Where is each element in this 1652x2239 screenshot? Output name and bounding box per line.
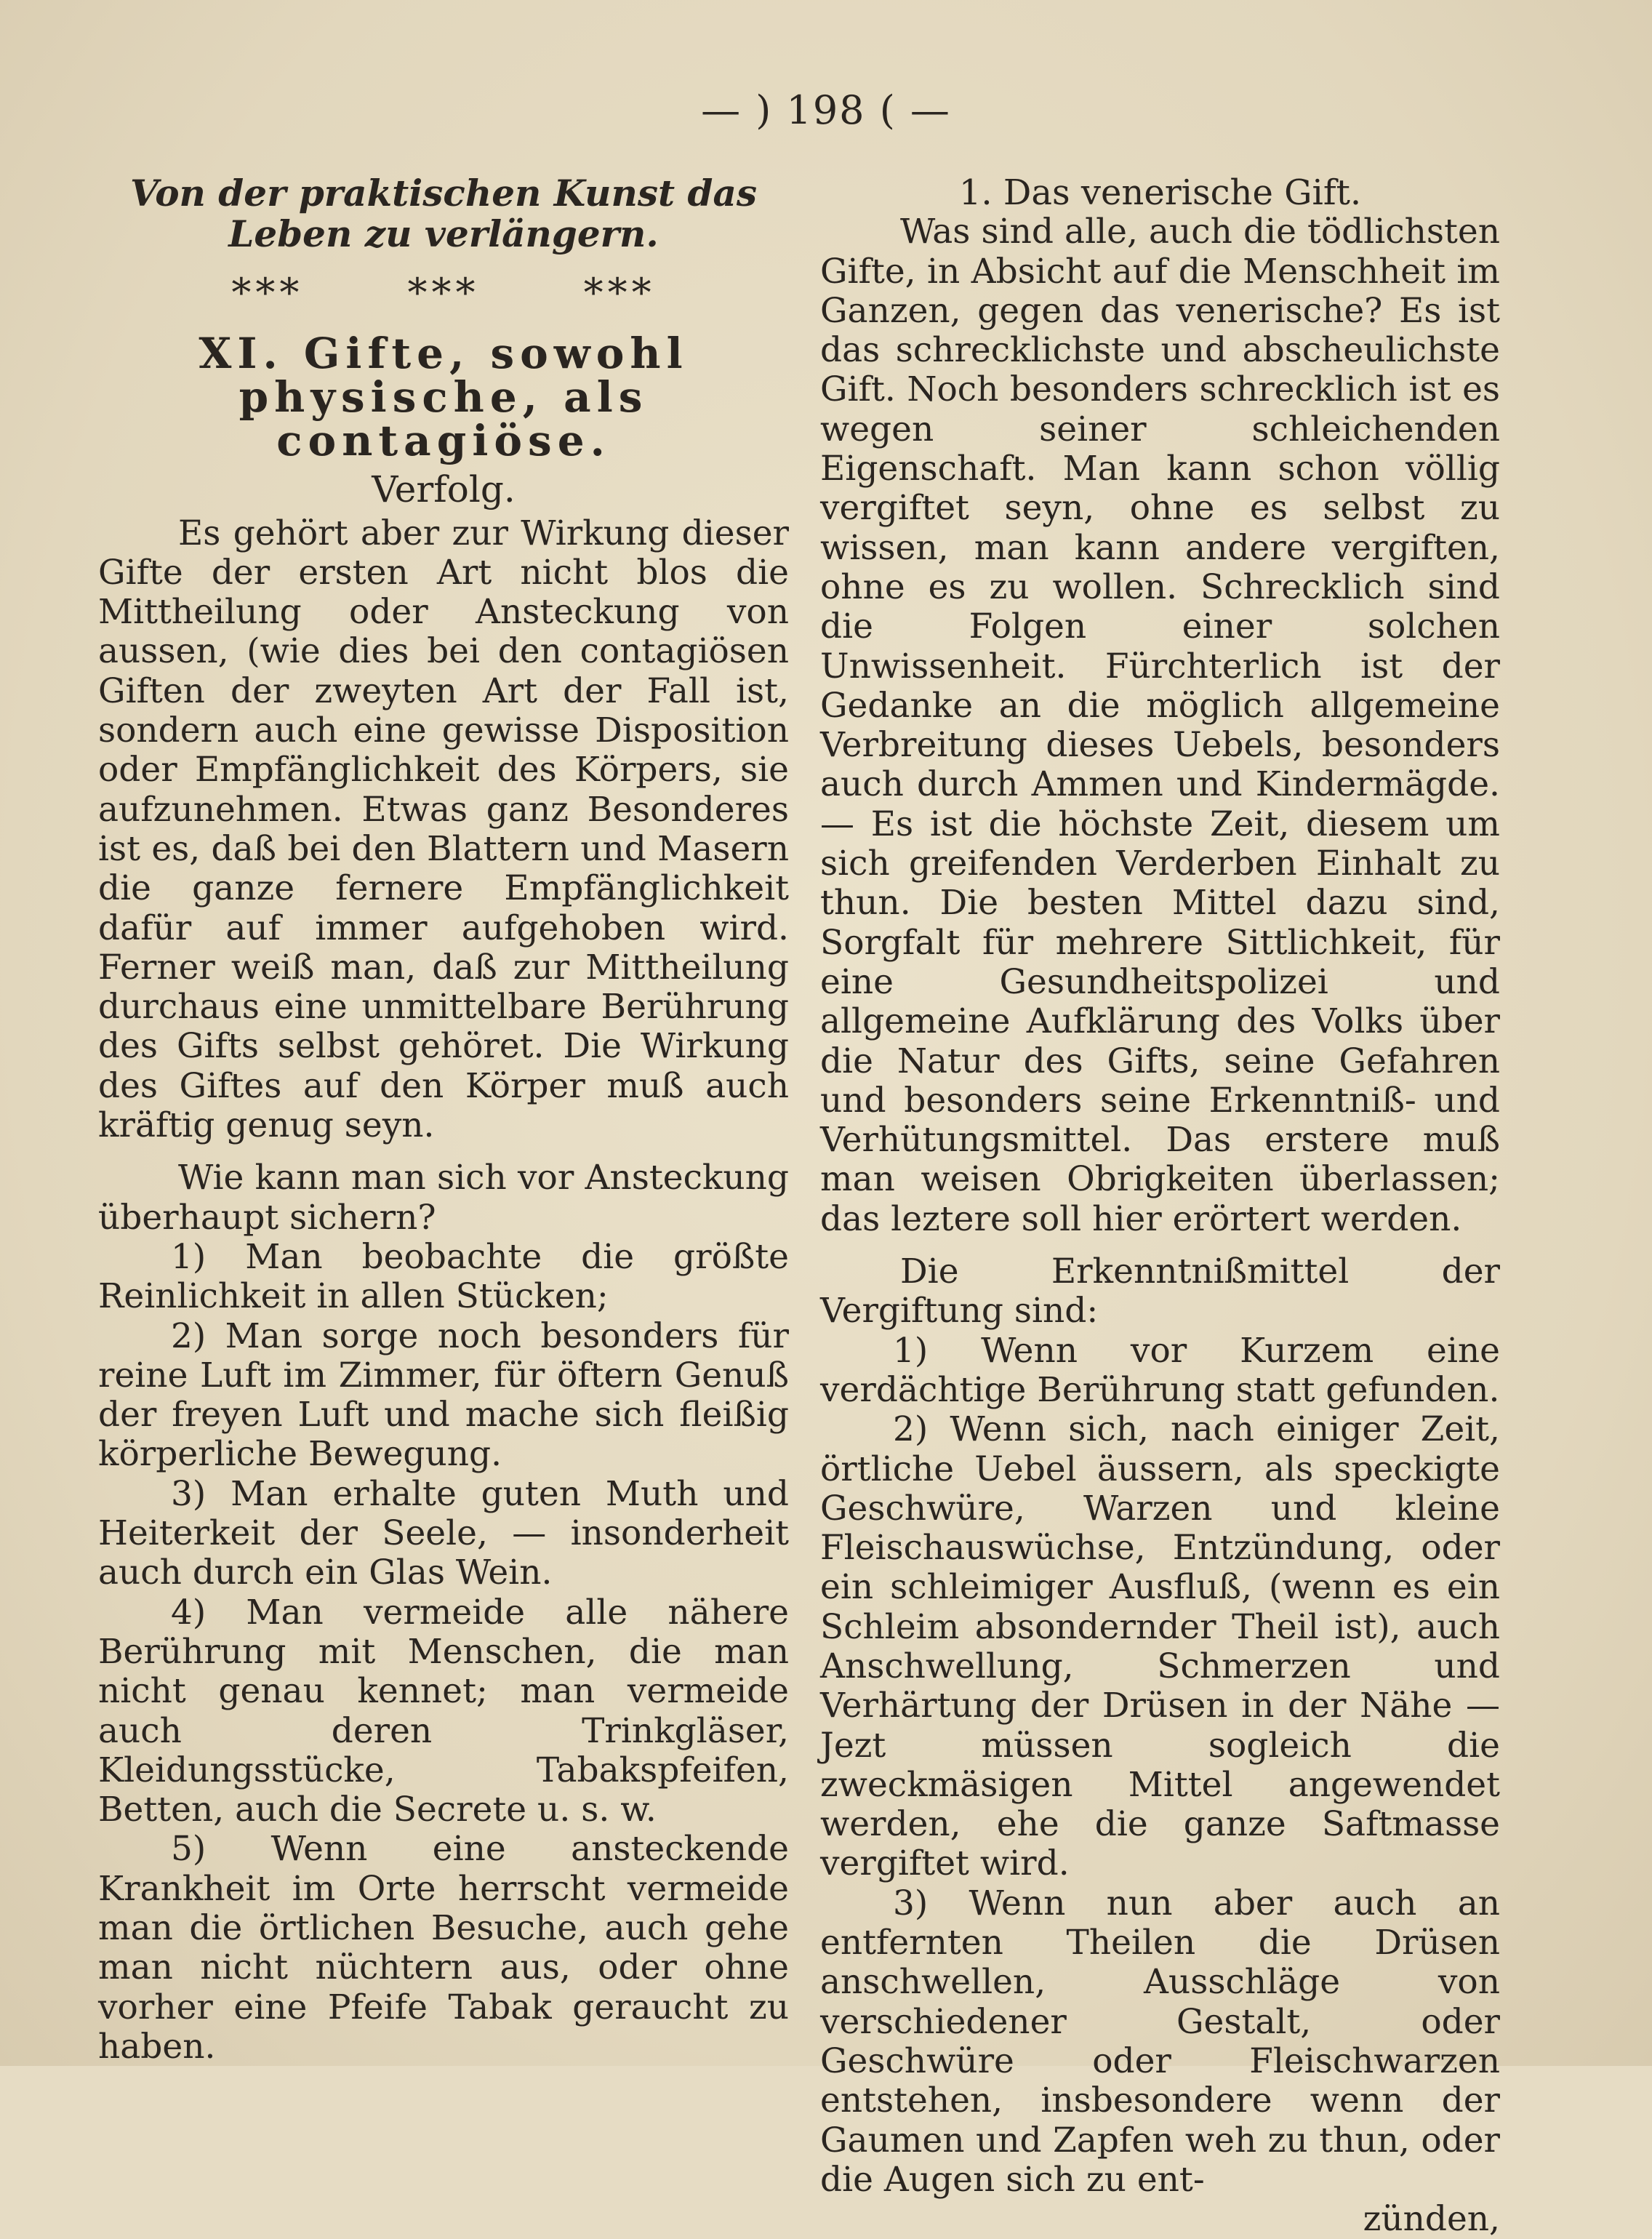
paragraph: Es gehört aber zur Wirkung dieser Gifte der ersten Art nicht blos die Mittheilung oder Ansteckung von aussen, (wie dies bei den contagiösen Giften der zweyten Art der Fall ist, sondern auch eine gewisse Disposition oder Empfänglichkeit des Körpers, sie aufzunehmen. Etwas ganz Besonderes ist es, daß bei den Blattern und Masern die ganze fernere Empfänglichkeit dafür auf immer aufgehoben wird. Ferner weiß man, daß zur Mittheilung durchaus eine unmittelbare Berührung des Gifts selbst gehöret. Die Wirkung des Giftes auf den Körper muß auch kräftig genug seyn.: [98, 513, 789, 1146]
subsection-heading: 1. Das venerische Gift.: [958, 172, 1362, 213]
question-paragraph: Wie kann man sich vor Ansteckung überhaupt sichern?: [98, 1158, 789, 1238]
list-item: 3) Man erhalte guten Muth und Heiterkeit der Seele, — insonderheit auch durch ein Glas Wein.: [98, 1473, 789, 1593]
list-item: 3) Wenn nun aber auch an entfernten Theilen die Drüsen anschwellen, Ausschläge von verschiedener Gestalt, oder Geschwüre oder Fleischwarzen entstehen, insbesondere wenn der Gaumen und Zapfen weh zu thun, oder die Augen sich zu ent-: [820, 1883, 1500, 2200]
section-title: XI. Gifte, sowohl physische, als contagiöse.: [199, 329, 689, 466]
list-item: 4) Man vermeide alle nähere Berührung mit Menschen, die man nicht genau kennet; man vermeide auch deren Trinkgläser, Kleidungsstücke, Tabakspfeifen, Betten, auch die Secrete u. s. w.: [98, 1592, 789, 1830]
page-number-header: — ) 198 ( —: [701, 87, 951, 133]
list-item: 1) Man beobachte die größte Reinlichkeit in allen Stücken;: [98, 1236, 789, 1317]
section-subtitle: Verfolg.: [372, 468, 516, 511]
left-column: [98, 173, 789, 2067]
paragraph: Was sind alle, auch die tödlichsten Gifte, in Absicht auf die Menschheit im Ganzen, gegen das venerische? Es ist das schrecklichste und abscheulichste Gift. Noch besonders schrecklich ist es wegen seiner schleichenden Eigenschaft. Man kann schon völlig vergiftet seyn, ohne es selbst zu wissen, man kann andere vergiften, ohne es zu wollen. Schrecklich sind die Folgen einer solchen Unwissenheit. Fürchterlich ist der Gedanke an die möglich allgemeine Verbreitung dieses Uebels, besonders auch durch Ammen und Kindermägde. — Es ist die höchste Zeit, diesem um sich greifenden Verderben Einhalt zu thun. Die besten Mittel dazu sind, Sorgfalt für mehrere Sittlichkeit, für eine Gesundheitspolizei und allgemeine Aufklärung des Volks über die Natur des Gifts, seine Gefahren und besonders seine Erkenntniß- und Verhütungsmittel. Das erstere muß man weisen Obrigkeiten überlassen; das leztere soll hier erörtert werden.: [820, 212, 1500, 1239]
catchword: zünden,: [1363, 2199, 1500, 2239]
list-item: 5) Wenn eine ansteckende Krankheit im Orte herrscht vermeide man die örtlichen Besuche, auch gehe man nicht nüchtern aus, oder ohne vorher eine Pfeife Tabak geraucht zu haben.: [98, 1829, 789, 2067]
right-column: [820, 173, 1500, 2239]
intro-paragraph: Die Erkenntnißmittel der Vergiftung sind:: [820, 1251, 1500, 1331]
list-item: 2) Wenn sich, nach einiger Zeit, örtliche Uebel äussern, als speckigte Geschwüre, Warzen und kleine Fleischauswüchse, Entzündung, oder ein schleimiger Ausfluß, (wenn es ein Schleim absondernder Theil ist), auch Anschwellung, Schmerzen und Verhärtung der Drüsen in der Nähe — Jezt müssen sogleich die zweckmäsigen Mittel angewendet werden, ehe die ganze Saftmasse vergiftet wird.: [820, 1409, 1500, 1884]
article-title: Von der praktischen Kunst das Leben zu verlängern.: [129, 172, 757, 255]
list-item: 2) Man sorge noch besonders für reine Luft im Zimmer, für öftern Genuß der freyen Luft und mache sich fleißig körperliche Bewegung.: [98, 1315, 789, 1475]
list-item: 1) Wenn vor Kurzem eine verdächtige Berührung statt gefunden.: [820, 1330, 1500, 1410]
star-divider: *** *** ***: [231, 270, 656, 316]
